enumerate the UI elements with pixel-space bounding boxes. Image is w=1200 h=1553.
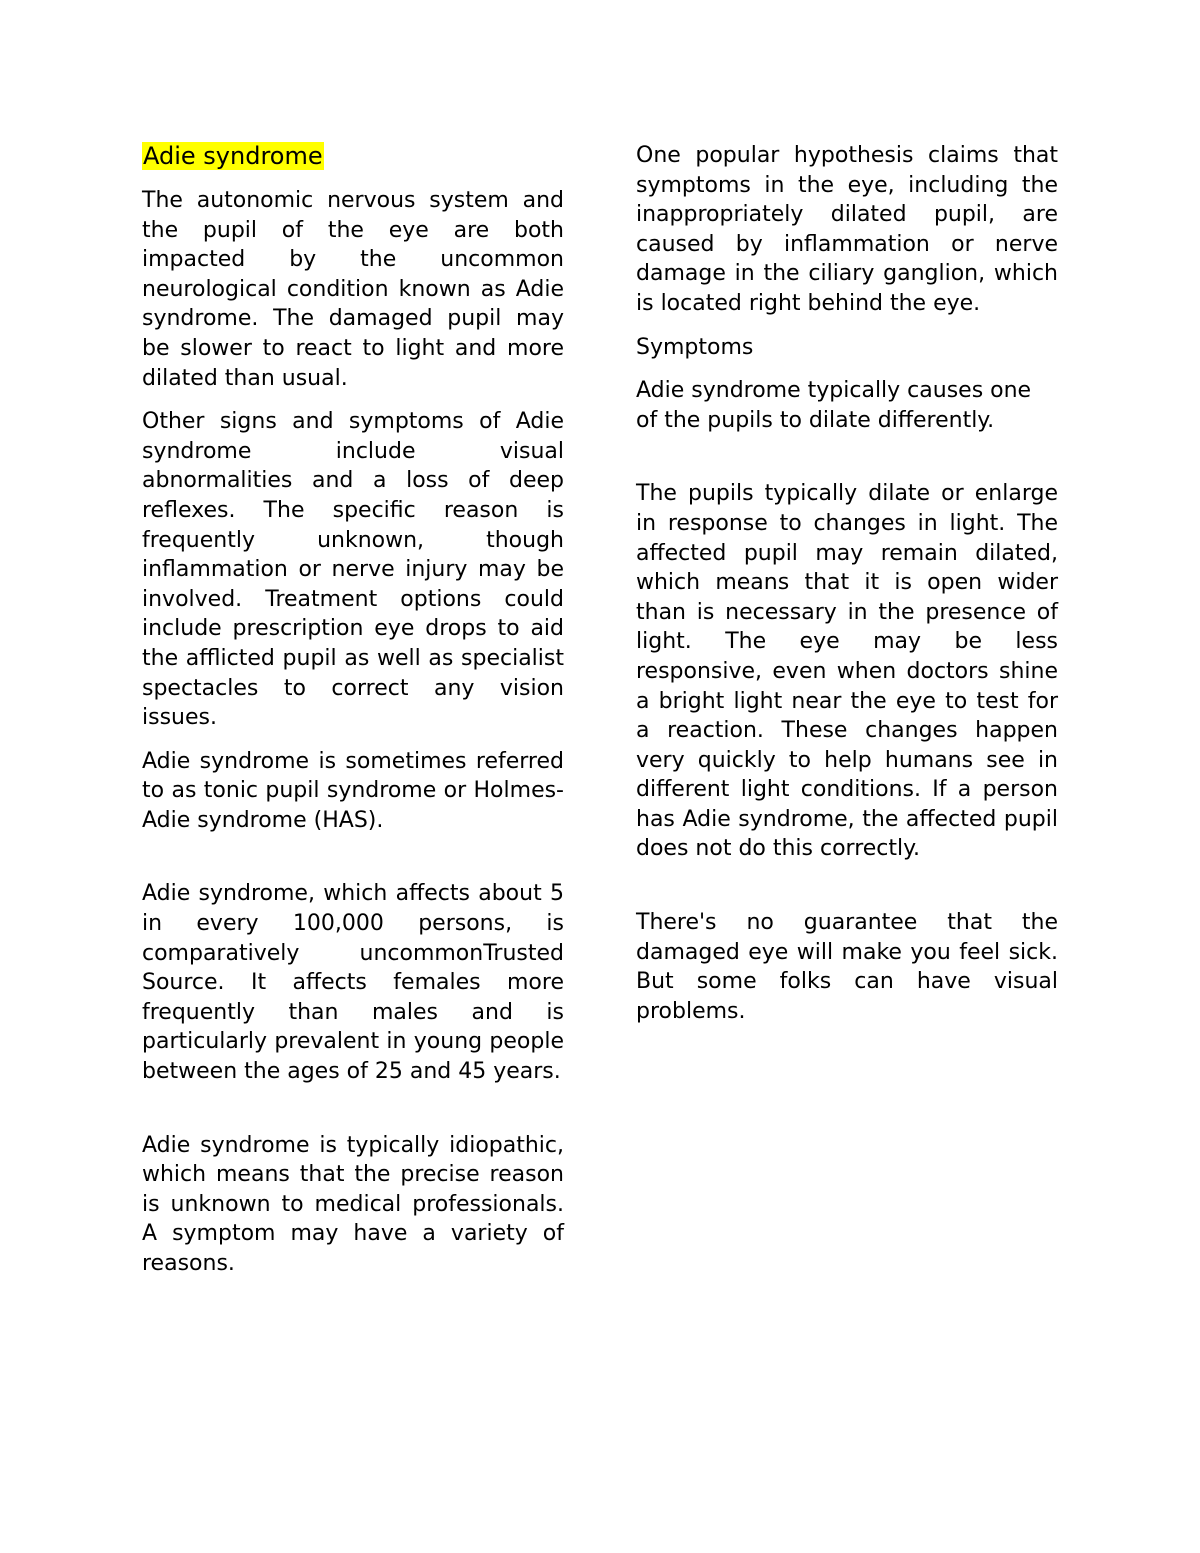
paragraph-aka: Adie syndrome is sometimes referred to as tonic pupil syndrome or Holmes-Adie syndrome (HAS).	[142, 748, 564, 833]
paragraph-hypothesis: One popular hypothesis claims that symptoms in the eye, including the inappropriately dilated pupil, are caused by inflammation or nerve damage in the ciliary ganglion, which is located right behind the eye.	[636, 143, 1058, 316]
paragraph-symptoms-intro: Adie syndrome typically causes one of the pupils to dilate differently.	[636, 378, 1032, 433]
section-heading-symptoms: Symptoms	[636, 334, 754, 360]
paragraph-prevalence: Adie syndrome, which affects about 5 in every 100,000 persons, is comparatively uncommonTrusted Source. It affects females more frequently than males and is particularly prevalent in young people between the ages of 25 and 45 years.	[142, 881, 564, 1085]
document-title	[142, 140, 564, 172]
right-column	[636, 141, 1058, 1040]
title-highlight: Adie syndrome	[143, 142, 323, 170]
paragraph-pupils-dilate: The pupils typically dilate or enlarge in response to changes in light. The affected pupil may remain dilated, which means that it is open wider than is necessary in the presence of light. The eye may be less responsive, even when doctors shine a bright light near the eye to test for a reaction. These changes happen very quickly to help humans see in different light conditions. If a person has Adie syndrome, the affected pupil does not do this correctly.	[636, 481, 1058, 862]
paragraph-no-guarantee: There's no guarantee that the damaged eye will make you feel sick. But some folks can have visual problems.	[636, 910, 1058, 1024]
paragraph-intro: The autonomic nervous system and the pupil of the eye are both impacted by the uncommon neurological condition known as Adie syndrome. The damaged pupil may be slower to react to light and more dilated than usual.	[142, 188, 564, 391]
paragraph-signs: Other signs and symptoms of Adie syndrome include visual abnormalities and a loss of deep reflexes. The specific reason is frequently unknown, though inflammation or nerve injury may be involved. Treatment options could include prescription eye drops to aid the afflicted pupil as well as specialist spectacles to correct any vision issues.	[142, 409, 564, 731]
left-column	[142, 140, 564, 1293]
paragraph-idiopathic: Adie syndrome is typically idiopathic, which means that the precise reason is unknown to medical professionals. A symptom may have a variety of reasons.	[142, 1132, 564, 1276]
